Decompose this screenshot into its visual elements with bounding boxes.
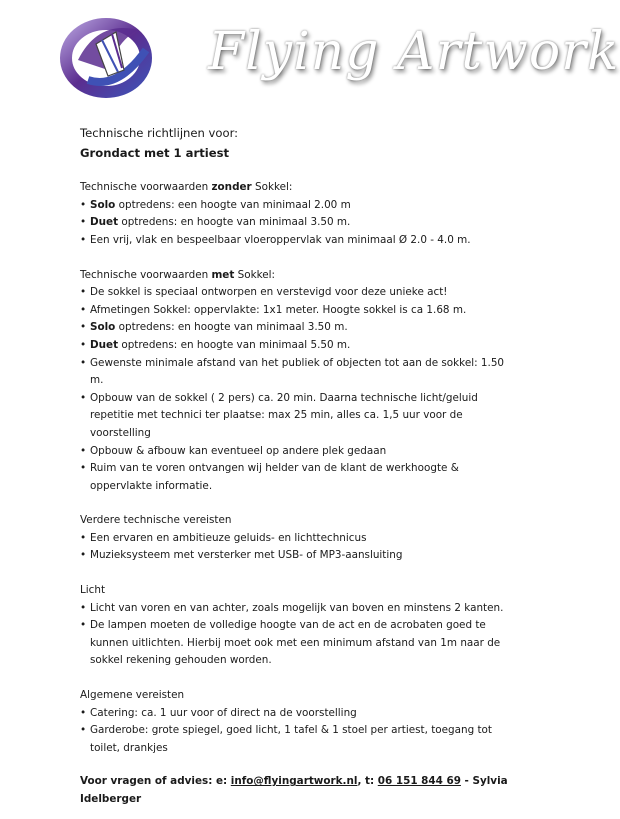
page-title: Grondact met 1 artiest — [80, 145, 230, 160]
section-zonder-sokkel — [80, 179, 520, 249]
list-item: • Licht van voren en van achter, zoals mogelijk van boven en minstens 2 kanten. — [80, 601, 504, 614]
section-heading: Algemene vereisten — [80, 689, 185, 702]
list-item: • Duet optredens: en hoogte van minimaal 3.50 m. — [80, 216, 351, 229]
list-item: • Een ervaren en ambitieuze geluids- en lichttechnicus — [80, 531, 367, 544]
section-heading: Licht — [80, 584, 106, 597]
list-item: • Catering: ca. 1 uur voor of direct na de voorstelling — [80, 706, 357, 719]
contact-footer: Voor vragen of advies: e: info@flyingartwork.nl, t: 06 151 844 69 - Sylvia Idelberger — [80, 775, 508, 805]
section-algemene-vereisten — [80, 687, 520, 757]
logo-wordmark: Flying Artwork — [208, 22, 620, 82]
list-item: • Een vrij, vlak en bespeelbaar vloeroppervlak van minimaal Ø 2.0 - 4.0 m. — [80, 233, 471, 246]
list-item: • Muzieksysteem met versterker met USB- of MP3-aansluiting — [80, 549, 403, 562]
document-body — [80, 125, 520, 819]
email-link[interactable]: info@flyingartwork.nl — [230, 775, 358, 788]
intro-line: Technische richtlijnen voor: — [80, 126, 239, 140]
list-item: • Opbouw van de sokkel ( 2 pers) ca. 20 min. Daarna technische licht/geluid repetitie met technici ter plaatse: max 25 min, alles ca. 1,5 uur voor de voorstelling — [80, 391, 478, 439]
section-heading: Technische voorwaarden met Sokkel: — [80, 268, 276, 281]
section-met-sokkel — [80, 267, 520, 496]
section-verdere-vereisten — [80, 512, 520, 565]
list-item: • Solo optredens: een hoogte van minimaal 2.00 m — [80, 198, 351, 211]
phone-link[interactable]: 06 151 844 69 — [377, 775, 461, 788]
list-item: • Duet optredens: en hoogte van minimaal 5.50 m. — [80, 338, 351, 351]
list-item: • Solo optredens: en hoogte van minimaal 3.50 m. — [80, 321, 348, 334]
list-item: • De lampen moeten de volledige hoogte van de act en de acrobaten goed te kunnen uitlichten. Hierbij moet ook met een minimum afstand van 1m naar de sokkel rekening gehouden worden. — [80, 619, 501, 667]
logo-emblem-icon — [58, 10, 178, 98]
list-item: • Garderobe: grote spiegel, goed licht, 1 tafel & 1 stoel per artiest, toegang tot toilet, drankjes — [80, 724, 492, 754]
list-item: • Opbouw & afbouw kan eventueel op andere plek gedaan — [80, 444, 387, 457]
flying-artwork-logo — [58, 10, 620, 98]
section-heading: Technische voorwaarden zonder Sokkel: — [80, 181, 293, 194]
section-heading: Verdere technische vereisten — [80, 514, 232, 527]
list-item: • Gewenste minimale afstand van het publiek of objecten tot aan de sokkel: 1.50 m. — [80, 356, 505, 387]
list-item: • Ruim van te voren ontvangen wij helder van de klant de werkhoogte & oppervlakte informatie. — [80, 462, 459, 492]
list-item: • Afmetingen Sokkel: oppervlakte: 1x1 meter. Hoogte sokkel is ca 1.68 m. — [80, 303, 467, 316]
section-licht — [80, 582, 520, 670]
list-item: • De sokkel is speciaal ontworpen en verstevigd voor deze unieke act! — [80, 286, 448, 299]
